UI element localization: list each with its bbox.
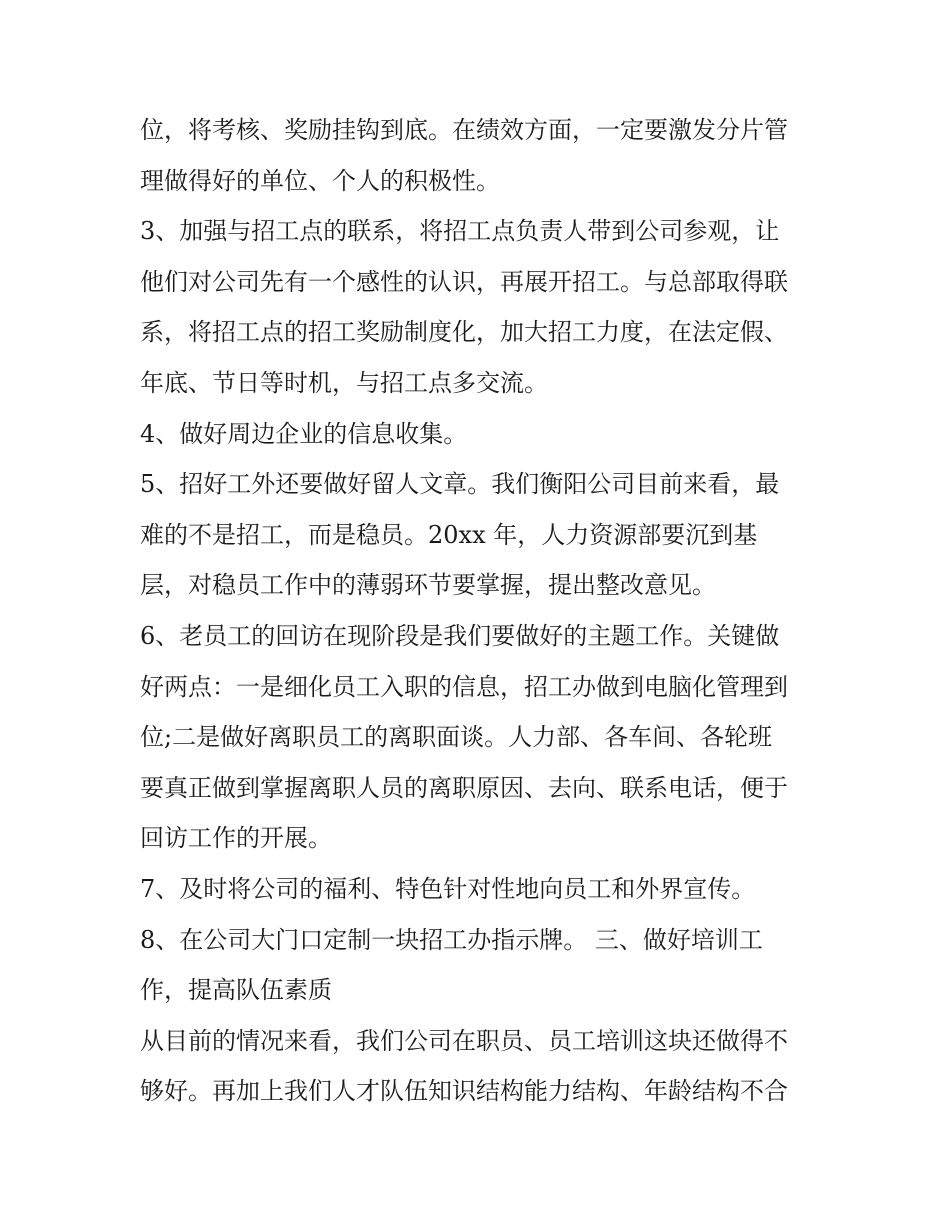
text-line: 回访工作的开展。 [140,824,332,852]
text-line: 从目前的情况来看，我们公司在职员、员工培训这块还做得不 [140,1027,788,1055]
text-line: 6、老员工的回访在现阶段是我们要做好的主题工作。关键做 [140,622,780,650]
text-line: 3、加强与招工点的联系，将招工点负责人带到公司参观，让 [140,217,780,245]
text-line: 位，将考核、奖励挂钩到底。在绩效方面，一定要激发分片管 [140,116,788,144]
text-line: 4、做好周边企业的信息收集。 [140,420,468,448]
text-line: 5、招好工外还要做好留人文章。我们衡阳公司目前来看，最 [140,470,780,498]
text-line: 够好。再加上我们人才队伍知识结构能力结构、年龄结构不合 [140,1077,788,1105]
text-line: 系，将招工点的招工奖励制度化，加大招工力度，在法定假、 [140,318,788,346]
text-line: 位;二是做好离职员工的离职面谈。人力部、各车间、各轮班 [140,723,773,751]
text-line: 好两点：一是细化员工入职的信息，招工办做到电脑化管理到 [140,673,788,701]
text-line: 作，提高队伍素质 [140,976,332,1004]
text-line: 他们对公司先有一个感性的认识，再展开招工。与总部取得联 [140,268,788,296]
text-line: 8、在公司大门口定制一块招工办指示牌。 三、做好培训工 [140,926,763,954]
text-line: 要真正做到掌握离职人员的离职原因、去向、联系电话，便于 [140,774,788,802]
text-line: 理做得好的单位、个人的积极性。 [140,167,500,195]
text-line: 难的不是招工，而是稳员。20xx 年，人力资源部要沉到基 [140,521,758,549]
text-line: 年底、节日等时机，与招工点多交流。 [140,369,548,397]
text-line: 层，对稳员工作中的薄弱环节要掌握，提出整改意见。 [140,571,716,599]
text-line: 7、及时将公司的福利、特色针对性地向员工和外界宣传。 [140,875,756,903]
